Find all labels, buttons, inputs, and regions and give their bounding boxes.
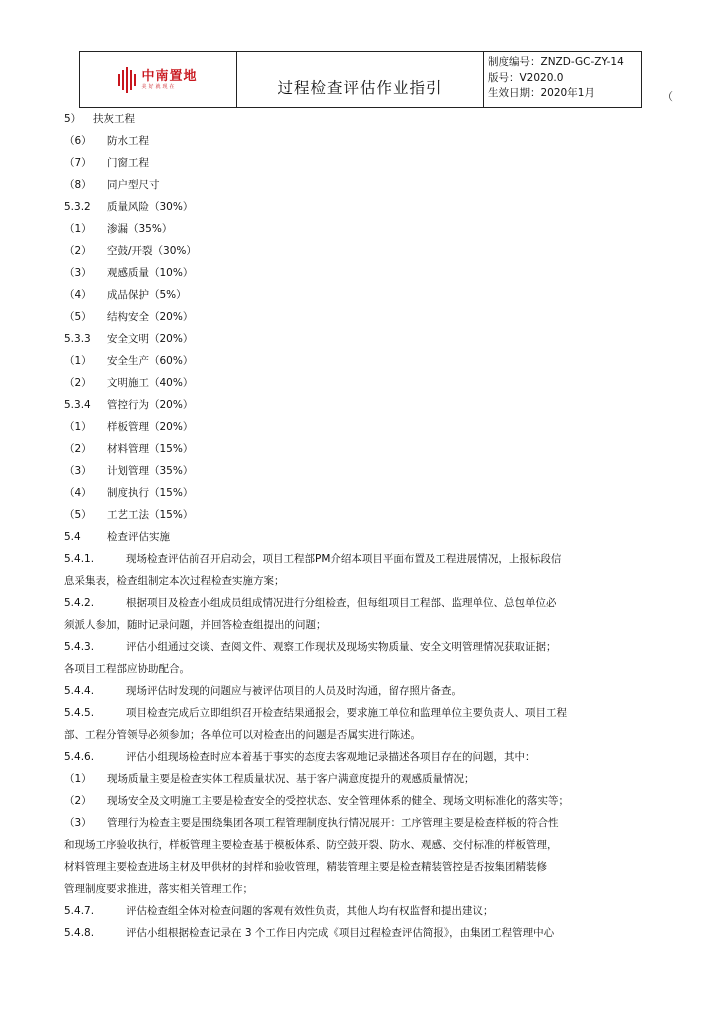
doc-version: 版号：V2020.0 [488,71,564,84]
text-line [64,724,660,746]
text-line [64,262,660,284]
line-text: 管控行为（20%） [107,399,194,411]
line-text: 材料管理（15%） [107,443,194,455]
text-line [64,218,660,240]
line-number: （8） [64,179,92,191]
text-line [64,438,660,460]
line-number: （3） [64,267,92,279]
line-number: （2） [64,377,92,389]
line-number: （3） [64,817,92,829]
text-line [64,240,660,262]
text-line [64,130,660,152]
text-line [64,482,660,504]
line-text: 管理制度要求推进，落实相关管理工作； [64,883,253,895]
line-text: 安全生产（60%） [107,355,194,367]
doc-number: 制度编号：ZNZD-GC-ZY-14 [488,56,624,68]
line-text: 样板管理（20%） [107,421,194,433]
text-line [64,526,660,548]
line-number: （5） [64,509,92,521]
line-number: 5.4.7. [64,905,95,917]
line-number: 5.4.6. [64,751,95,763]
text-line [64,768,660,790]
line-text: 渗漏（35%） [107,223,173,235]
line-text: 现场安全及文明施工主要是检查安全的受控状态、安全管理体系的健全、现场文明标准化的落实等； [107,795,569,807]
line-text: 防水工程 [107,135,149,147]
side-mark: （ [662,90,673,103]
document-body [64,108,660,944]
line-number: 5.3.3 [64,333,91,345]
text-line [64,394,660,416]
text-line [64,680,660,702]
line-text: 工艺工法（15%） [107,509,194,521]
line-number: （6） [64,135,92,147]
line-number: 5.4.5. [64,707,95,719]
line-text: 根据项目及检查小组成员组成情况进行分组检查，但每组项目工程部、监理单位、总包单位必 [126,597,557,609]
line-number: 5.4.8. [64,927,95,939]
text-line [64,812,660,834]
text-line [64,196,660,218]
text-line [64,306,660,328]
text-line [64,900,660,922]
text-line [64,614,660,636]
text-line [64,922,660,944]
line-number: 5.4.3. [64,641,95,653]
line-text: 现场评估时发现的问题应与被评估项目的人员及时沟通，留存照片备查。 [126,685,462,697]
line-text: 评估小组通过交谈、查阅文件、观察工作现状及现场实物质量、安全文明管理情况获取证据； [126,641,557,653]
line-number: （5） [64,311,92,323]
line-text: 成品保护（5%） [107,289,187,301]
line-text: 评估检查组全体对检查问题的客观有效性负责，其他人均有权监督和提出建议； [126,905,494,917]
line-text: 文明施工（40%） [107,377,194,389]
line-number: （2） [64,795,92,807]
text-line [64,746,660,768]
text-line [64,108,660,130]
line-number: （2） [64,443,92,455]
line-text: 结构安全（20%） [107,311,194,323]
text-line [64,350,660,372]
line-number: （2） [64,245,92,257]
text-line [64,372,660,394]
line-text: 各项目工程部应协助配合。 [64,663,190,675]
line-number: 5.4 [64,531,81,543]
line-text: 制度执行（15%） [107,487,194,499]
line-number: 5.3.2 [64,201,91,213]
logo-name: 中南置地 [141,68,198,84]
doc-effective-date: 生效日期：2020年1月 [488,87,595,99]
text-line [64,636,660,658]
text-line [64,658,660,680]
text-line [64,504,660,526]
line-number: （1） [64,223,92,235]
text-line [64,174,660,196]
line-text: 和现场工序验收执行，样板管理主要检查基于模板体系、防空鼓开裂、防水、观感、交付标准的样板管理， [64,839,558,851]
text-line [64,152,660,174]
line-text: 评估小组根据检查记录在 3 个工作日内完成《项目过程检查评估简报》，由集团工程管理中心 [126,927,555,939]
text-line [64,702,660,724]
text-line [64,416,660,438]
line-text: 部、工程分管领导必须参加；各单位可以对检查出的问题是否属实进行陈述。 [64,729,421,741]
line-number: （4） [64,289,92,301]
line-number: （3） [64,465,92,477]
line-text: 质量风险（30%） [107,201,194,213]
text-line [64,856,660,878]
line-text: 同户型尺寸 [107,179,160,191]
line-text: 计划管理（35%） [107,465,194,477]
line-number: 5.4.4. [64,685,95,697]
line-number: （4） [64,487,92,499]
line-text: 须派人参加，随时记录问题，并回答检查组提出的问题； [64,619,327,631]
line-text: 现场检查评估前召开启动会，项目工程部PM介绍本项目平面布置及工程进展情况，上报标段信 [126,553,562,565]
document-title: 过程检查评估作业指引 [237,52,484,107]
line-number: 5.3.4 [64,399,91,411]
text-line [64,878,660,900]
text-line [64,790,660,812]
line-text: 评估小组现场检查时应本着基于事实的态度去客观地记录描述各项目存在的问题，其中： [126,751,536,763]
line-number: 5.4.1. [64,553,95,565]
line-text: 检查评估实施 [107,531,170,543]
document-meta [484,52,641,107]
line-text: 门窗工程 [107,157,149,169]
line-text: 观感质量（10%） [107,267,194,279]
text-line [64,592,660,614]
line-number: 5.4.2. [64,597,95,609]
line-text: 材料管理主要检查进场主材及甲供材的封样和验收管理，精装管理主要是检查精装管控是否按集团精装修 [64,861,547,873]
text-line [64,834,660,856]
text-line [64,328,660,350]
line-text: 项目检查完成后立即组织召开检查结果通报会，要求施工单位和监理单位主要负责人、项目工程 [126,707,567,719]
text-line [64,284,660,306]
line-text: 扶灰工程 [93,113,135,125]
line-text: 息采集表，检查组制定本次过程检查实施方案； [64,575,285,587]
document-header [79,51,642,108]
line-text: 管理行为检查主要是围绕集团各项工程管理制度执行情况展开：工序管理主要是检查样板的符合性 [107,817,559,829]
line-number: （1） [64,773,92,785]
text-line [64,548,660,570]
logo-slogan: 美好就现在 [141,83,177,90]
text-line [64,460,660,482]
line-number: （1） [64,355,92,367]
line-number: （1） [64,421,92,433]
text-line [64,570,660,592]
line-number: 5） [64,113,82,125]
line-text: 安全文明（20%） [107,333,194,345]
line-text: 空鼓/开裂（30%） [107,245,197,257]
logo-mark-icon [118,67,136,93]
line-number: （7） [64,157,92,169]
company-logo [80,52,237,107]
line-text: 现场质量主要是检查实体工程质量状况、基于客户满意度提升的观感质量情况； [107,773,475,785]
